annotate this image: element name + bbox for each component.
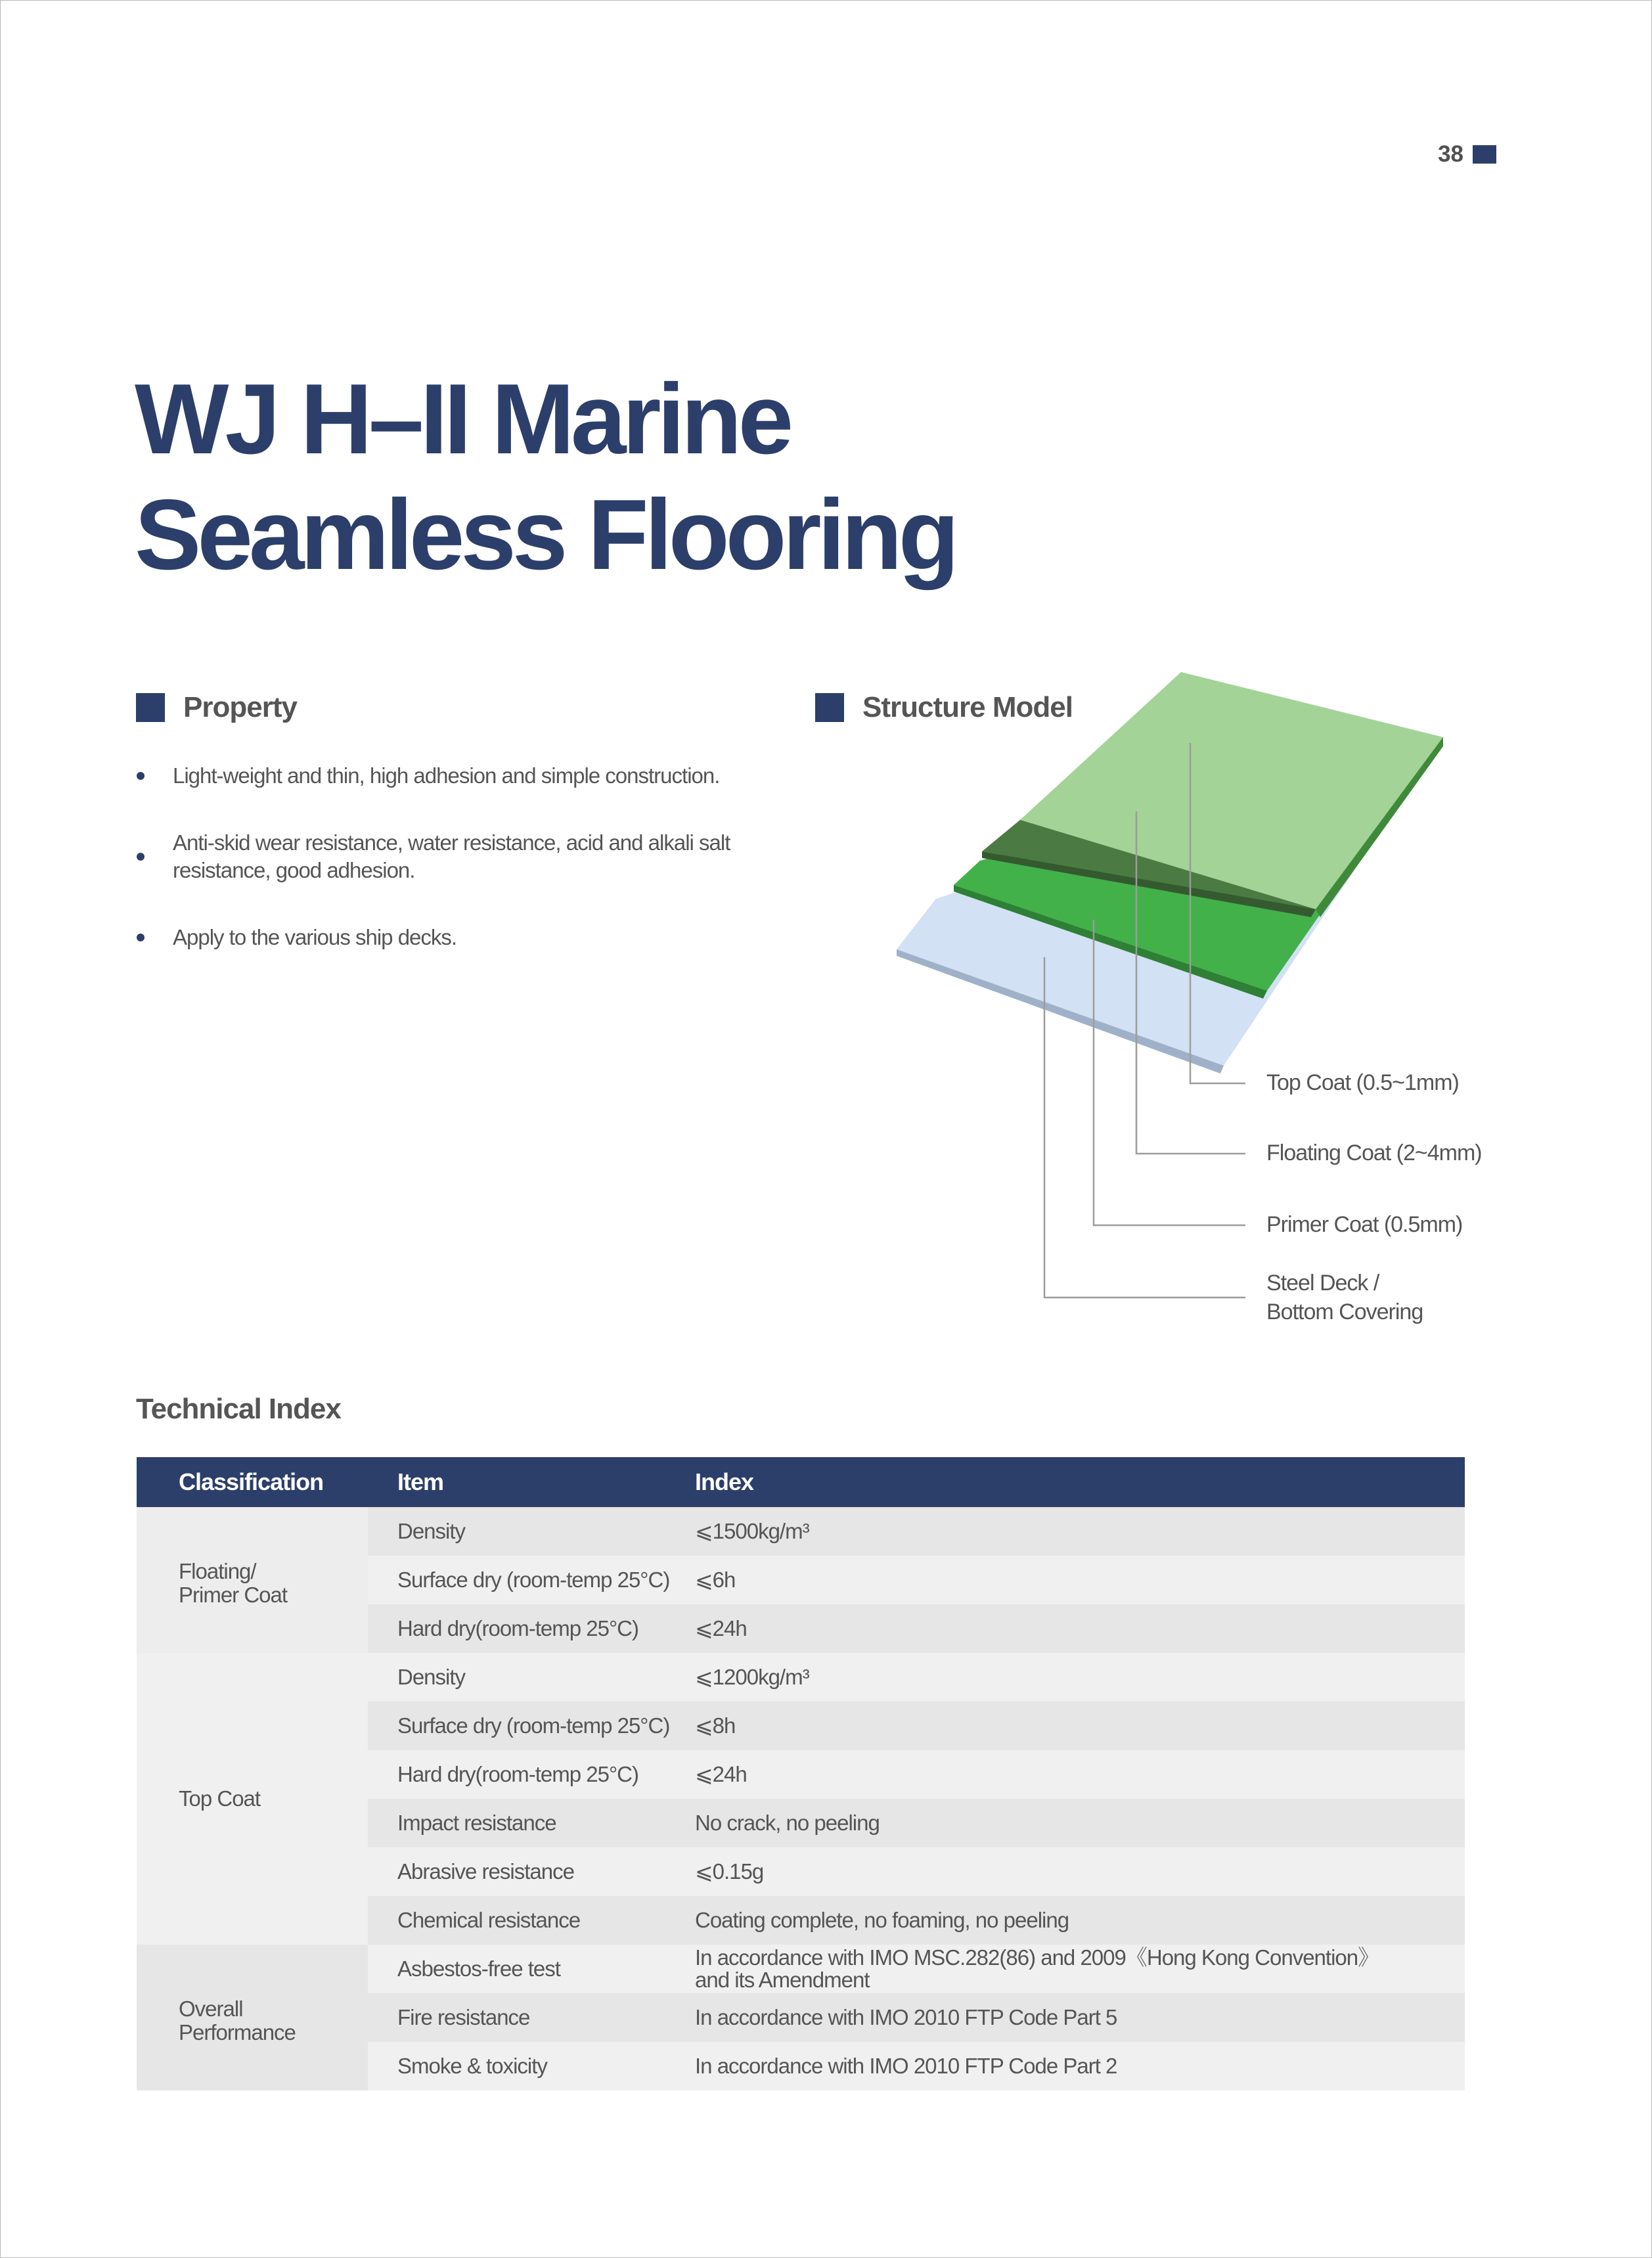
property-heading-text: Property <box>183 691 297 723</box>
technical-index-table <box>137 1457 1465 2090</box>
column-header-index: Index <box>695 1457 1465 1507</box>
item-cell: Abrasive resistance <box>368 1847 695 1896</box>
structure-diagram <box>854 657 1478 1347</box>
item-cell: Fire resistance <box>368 1993 695 2042</box>
index-cell: Coating complete, no foaming, no peeling <box>695 1896 1465 1945</box>
index-cell: ⩽24h <box>695 1604 1465 1653</box>
property-list <box>135 762 759 951</box>
item-cell: Chemical resistance <box>368 1896 695 1945</box>
property-item: Anti-skid wear resistance, water resistance, acid and alkali salt resistance, good adhesion. <box>135 829 759 884</box>
property-heading <box>136 691 297 724</box>
title-line-2: Seamless Flooring <box>135 479 956 591</box>
steel-deck-label-line-1: Steel Deck / <box>1266 1271 1379 1296</box>
index-cell: ⩽6h <box>695 1556 1465 1604</box>
index-cell <box>695 1945 1465 1993</box>
property-item: Light-weight and thin, high adhesion and simple construction. <box>135 762 759 790</box>
page-number <box>1438 141 1496 168</box>
column-header-item: Item <box>368 1457 695 1507</box>
index-cell: ⩽1200kg/m³ <box>695 1653 1465 1702</box>
classification-line-1: Overall <box>179 1997 243 2021</box>
classification-line-2: Performance <box>179 2020 296 2044</box>
index-cell: ⩽8h <box>695 1702 1465 1750</box>
index-cell: In accordance with IMO 2010 FTP Code Part 2 <box>695 2042 1465 2090</box>
item-cell: Asbestos-free test <box>368 1945 695 1993</box>
table-row <box>137 1945 1465 1993</box>
floating-coat-label: Floating Coat (2~4mm) <box>1266 1140 1482 1165</box>
structure-heading-text: Structure Model <box>862 691 1073 723</box>
technical-index-heading: Technical Index <box>136 1393 341 1425</box>
structure-heading-marker <box>815 693 844 722</box>
index-cell: No crack, no peeling <box>695 1799 1465 1847</box>
title-line-1: WJ H–II Marine <box>135 363 790 475</box>
steel-deck-label-line-2: Bottom Covering <box>1266 1299 1423 1324</box>
item-cell: Density <box>368 1507 695 1556</box>
item-cell: Hard dry(room-temp 25°C) <box>368 1604 695 1653</box>
index-cell: ⩽0.15g <box>695 1847 1465 1896</box>
top-coat-label: Top Coat (0.5~1mm) <box>1266 1070 1459 1095</box>
page-title <box>135 361 956 593</box>
item-cell: Hard dry(room-temp 25°C) <box>368 1750 695 1799</box>
index-line-1: In accordance with IMO MSC.282(86) and 2009《Hong Kong Convention》 <box>695 1945 1379 1970</box>
table-row <box>137 1507 1465 1556</box>
index-line-2: and its Amendment <box>695 1968 870 1992</box>
item-cell: Surface dry (room-temp 25°C) <box>368 1556 695 1604</box>
index-cell: In accordance with IMO 2010 FTP Code Part 5 <box>695 1993 1465 2042</box>
item-cell: Smoke & toxicity <box>368 2042 695 2090</box>
item-cell: Impact resistance <box>368 1799 695 1847</box>
page-number-marker <box>1473 145 1496 164</box>
column-header-classification: Classification <box>137 1457 368 1507</box>
index-cell: ⩽24h <box>695 1750 1465 1799</box>
classification-cell <box>137 1945 368 2090</box>
property-heading-marker <box>136 693 165 722</box>
primer-coat-label: Primer Coat (0.5mm) <box>1266 1212 1463 1237</box>
page-number-text: 38 <box>1438 141 1463 167</box>
index-cell: ⩽1500kg/m³ <box>695 1507 1465 1556</box>
item-cell: Density <box>368 1653 695 1702</box>
classification-cell <box>137 1507 368 1653</box>
property-item: Apply to the various ship decks. <box>135 924 759 951</box>
table-header-row <box>137 1457 1465 1507</box>
classification-line-1: Top Coat <box>179 1786 261 1811</box>
item-cell: Surface dry (room-temp 25°C) <box>368 1702 695 1750</box>
classification-cell <box>137 1653 368 1945</box>
table-row <box>137 1653 1465 1702</box>
steel-deck-label <box>1266 1269 1423 1326</box>
classification-line-1: Floating/ <box>179 1559 256 1583</box>
classification-line-2: Primer Coat <box>179 1583 288 1607</box>
